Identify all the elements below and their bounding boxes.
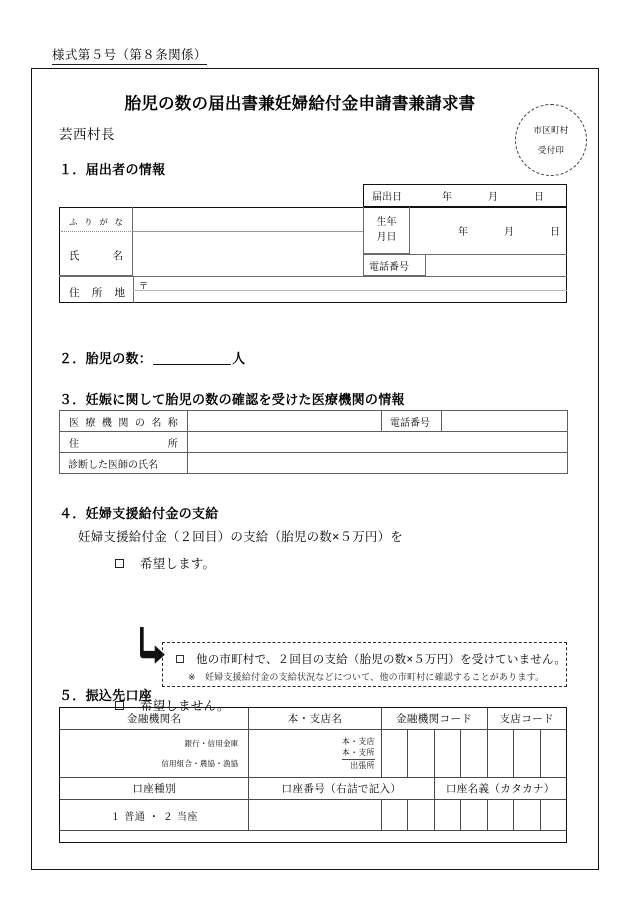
section-5-heading: ５．振込先口座 [59, 688, 153, 703]
section-2-label: ２．胎児の数： [59, 351, 153, 366]
option-no-label: 希望しません。 [140, 699, 230, 713]
furigana-divider-dotted [61, 231, 131, 232]
doctor-name-input[interactable] [188, 453, 568, 474]
page-frame [31, 68, 599, 870]
branch-sub-1: 本・支店 [341, 737, 375, 746]
table-row [60, 411, 568, 432]
birthdate-label-line1: 生年 [376, 217, 397, 228]
account-number-cell[interactable] [249, 800, 381, 831]
doctor-name-label: 診断した医師の氏名 [60, 453, 188, 474]
birth-month-label: 月 [504, 227, 514, 238]
section-4-heading: ４．妊婦支援給付金の支給 [59, 506, 219, 521]
branch-sub-2: 本・支所 [342, 747, 375, 760]
account-number-cell[interactable] [381, 800, 407, 831]
branch-sub-3: 出張所 [350, 761, 375, 770]
furigana-label: ふりがな [69, 217, 123, 227]
nested-note: ※ 妊婦支援給付金の支給状況などについて、他の市町村に確認することがあります。 [188, 672, 545, 682]
branch-code-header: 支店コード [487, 708, 566, 730]
filing-date-month: 月 [488, 192, 498, 203]
branch-name-header: 本・支店名 [249, 708, 381, 730]
fetus-count-input[interactable] [153, 364, 231, 365]
clinic-phone-label: 電話番号 [382, 411, 442, 432]
bank-code-cell[interactable] [461, 730, 487, 778]
section-1-heading: １．届出者の情報 [59, 162, 166, 177]
account-number-cell[interactable] [487, 800, 513, 831]
postal-mark: 〒 [139, 281, 149, 291]
birth-year-label: 年 [458, 227, 468, 238]
account-number-header: 口座番号（右詰で記入） [249, 778, 434, 800]
table-row [60, 708, 567, 730]
bank-code-cell[interactable] [381, 730, 407, 778]
stamp-label-line2: 受付印 [537, 145, 565, 155]
section-2-heading [59, 348, 245, 367]
account-number-cell[interactable] [514, 800, 540, 831]
form-number: 様式第５号（第８条関係） [52, 48, 207, 65]
table-row [60, 432, 568, 453]
branch-name-input[interactable] [249, 730, 381, 778]
clinic-name-label: 医療機関の名称 [60, 411, 188, 432]
account-holder-input[interactable] [540, 800, 566, 831]
bank-name-input[interactable] [60, 730, 249, 778]
bank-code-header: 金融機関コード [381, 708, 487, 730]
address-input-area[interactable] [137, 291, 563, 302]
receipt-stamp-circle [515, 104, 587, 176]
birth-day-label: 日 [550, 227, 560, 238]
addressee-line: 芸西村長 [59, 127, 115, 142]
account-number-cell[interactable] [408, 800, 434, 831]
account-number-cell[interactable] [434, 800, 460, 831]
table-row [60, 730, 567, 778]
birthdate-label-cell [363, 207, 410, 254]
address-row-divider [59, 276, 567, 277]
bank-kind-line1: 銀行・信用金庫 [184, 739, 239, 748]
clinic-phone-input[interactable] [442, 411, 568, 432]
branch-code-cell[interactable] [540, 730, 566, 778]
section-5-table [59, 707, 567, 831]
branch-code-cell[interactable] [514, 730, 540, 778]
option-yes-label: 希望します。 [140, 557, 216, 571]
section-4-intro: 妊婦支援給付金（２回目）の支給（胎児の数×５万円）を [78, 530, 404, 544]
bank-code-cell[interactable] [434, 730, 460, 778]
clinic-address-input[interactable] [188, 432, 568, 453]
page-content [32, 69, 600, 871]
stamp-label-line1: 市区町村 [533, 125, 569, 135]
name-label: 氏 名 [69, 250, 123, 262]
fetus-count-unit: 人 [232, 351, 246, 366]
filing-date-label: 届出日 [372, 192, 402, 203]
phone-input-cell[interactable] [426, 254, 567, 276]
name-input-area[interactable] [133, 208, 363, 276]
filing-date-year: 年 [442, 192, 452, 203]
table-row [60, 453, 568, 474]
nested-checkbox-row[interactable] [176, 651, 566, 667]
checkbox-not-received-elsewhere[interactable] [176, 655, 184, 663]
checkbox-hope-yes[interactable] [115, 559, 124, 568]
section-1-table [59, 184, 567, 303]
branch-code-cell[interactable] [487, 730, 513, 778]
bank-code-cell[interactable] [408, 730, 434, 778]
phone-label-cell [363, 254, 426, 276]
bank-name-header: 金融機関名 [60, 708, 249, 730]
section-3-table [59, 410, 568, 474]
table-row [60, 778, 567, 800]
phone-label: 電話番号 [369, 261, 409, 273]
section-3-heading: ３．妊娠に関して胎児の数の確認を受けた医療機関の情報 [59, 392, 405, 407]
clinic-address-label: 住所 [60, 432, 188, 453]
nested-checkbox-label: 他の市町村で、２回目の支給（胎児の数×５万円）を受けていません。 [196, 654, 567, 666]
account-number-cell[interactable] [461, 800, 487, 831]
account-type-value[interactable]: １ 普通 ・ ２ 当座 [60, 800, 249, 831]
bank-kind-line2: 信用組合・農協・漁協 [161, 759, 239, 768]
option-yes-row[interactable] [115, 554, 215, 572]
address-label: 住所地 [69, 287, 125, 299]
birthdate-label-line2: 月日 [376, 232, 397, 243]
clinic-name-input[interactable] [188, 411, 382, 432]
account-type-header: 口座種別 [60, 778, 249, 800]
account-holder-header: 口座名義（カタカナ） [434, 778, 566, 800]
table-row [60, 800, 567, 831]
filing-date-day: 日 [534, 192, 544, 203]
birthdate-value-cell[interactable] [410, 207, 567, 254]
page-title: 胎児の数の届出書兼妊婦給付金申請書兼請求書 [124, 95, 476, 113]
filing-date-row [363, 184, 567, 207]
